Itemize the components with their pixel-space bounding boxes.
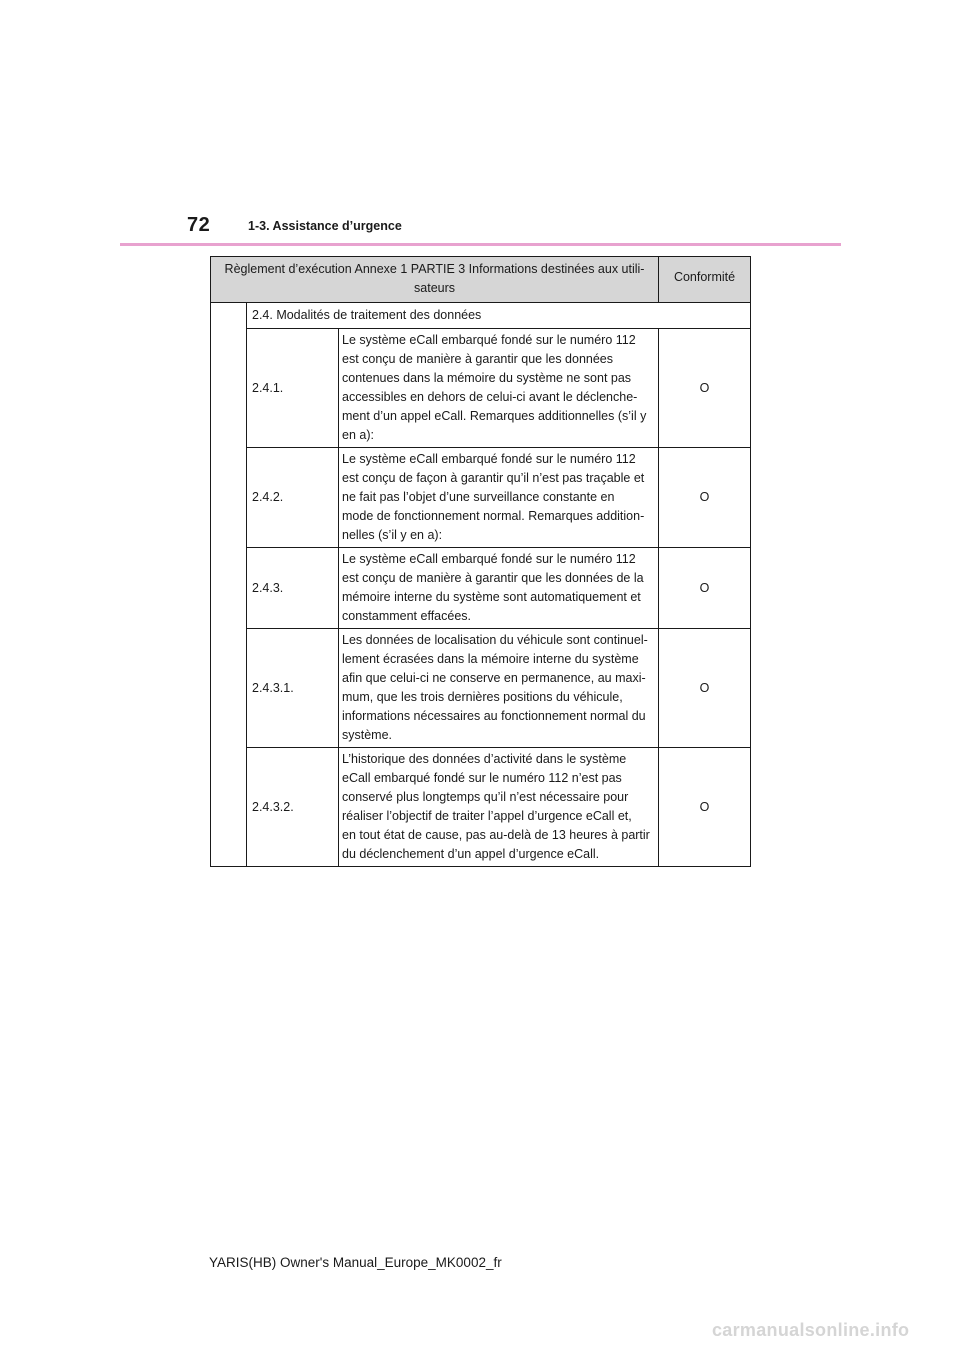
description-line: L’historique des données d’activité dans le système (342, 752, 627, 766)
description-line: contenues dans la mémoire du système ne sont pas (342, 371, 632, 385)
column-header-regulation-line1: Règlement d’exécution Annexe 1 PARTIE 3 Informations destinées aux utili- (224, 262, 645, 276)
description-line: lement écrasées dans la mémoire interne du système (342, 652, 639, 666)
description-line: nelles (s’il y en a): (342, 528, 443, 542)
section-title: 1-3. Assistance d’urgence (248, 219, 402, 233)
table-subheading-row (211, 303, 751, 329)
description-line: conservé plus longtemps qu’il n’est nécessaire pour (342, 790, 629, 804)
column-header-regulation (211, 257, 659, 303)
table-row (211, 448, 751, 548)
row-number: 2.4.3.2. (247, 748, 339, 867)
description-line: constamment effacées. (342, 609, 472, 623)
description-line: mémoire interne du système sont automatiquement et (342, 590, 641, 604)
row-description (339, 329, 659, 448)
column-header-conformity: Conformité (659, 257, 751, 303)
description-line: réaliser l’objectif de traiter l’appel d’urgence eCall et, (342, 809, 632, 823)
row-description (339, 548, 659, 629)
description-line: système. (342, 728, 393, 742)
description-line: Le système eCall embarqué fondé sur le numéro 112 (342, 333, 636, 347)
row-number: 2.4.2. (247, 448, 339, 548)
table-header-row (211, 257, 751, 303)
description-line: Le système eCall embarqué fondé sur le numéro 112 (342, 552, 636, 566)
indent-cell (211, 303, 247, 867)
description-line: eCall embarqué fondé sur le numéro 112 n’est pas (342, 771, 622, 785)
sub-heading: 2.4. Modalités de traitement des données (247, 303, 751, 329)
description-line: est conçu de façon à garantir qu’il n’est pas traçable et (342, 471, 645, 485)
description-line: mode de fonctionnement normal. Remarques addition- (342, 509, 645, 523)
header-divider (120, 243, 841, 246)
table-row (211, 629, 751, 748)
row-conformity: O (659, 548, 751, 629)
regulation-table (210, 256, 751, 867)
row-number: 2.4.1. (247, 329, 339, 448)
description-line: informations nécessaires au fonctionnement normal du (342, 709, 646, 723)
table-row (211, 329, 751, 448)
page-number: 72 (187, 214, 211, 236)
description-line: ne fait pas l’objet d’une surveillance constante en (342, 490, 615, 504)
description-line: afin que celui-ci ne conserve en permanence, au maxi- (342, 671, 646, 685)
table-row (211, 748, 751, 867)
row-description (339, 448, 659, 548)
description-line: en a): (342, 428, 374, 442)
row-number: 2.4.3. (247, 548, 339, 629)
description-line: Le système eCall embarqué fondé sur le numéro 112 (342, 452, 636, 466)
description-line: ment d’un appel eCall. Remarques additionnelles (s’il y (342, 409, 647, 423)
row-number: 2.4.3.1. (247, 629, 339, 748)
description-line: en tout état de cause, pas au-delà de 13 heures à partir (342, 828, 650, 842)
row-description (339, 748, 659, 867)
row-conformity: O (659, 629, 751, 748)
description-line: est conçu de manière à garantir que les données (342, 352, 614, 366)
description-line: est conçu de manière à garantir que les données de la (342, 571, 644, 585)
watermark-text: carmanualsonline.info (712, 1320, 910, 1340)
row-conformity: O (659, 329, 751, 448)
column-header-regulation-line2: sateurs (414, 281, 456, 295)
description-line: Les données de localisation du véhicule sont continuel- (342, 633, 648, 647)
row-conformity: O (659, 448, 751, 548)
description-line: mum, que les trois dernières positions du véhicule, (342, 690, 623, 704)
row-conformity: O (659, 748, 751, 867)
description-line: accessibles en dehors de celui-ci avant le déclenche- (342, 390, 638, 404)
row-description (339, 629, 659, 748)
table-row (211, 548, 751, 629)
description-line: du déclenchement d’un appel d’urgence eCall. (342, 847, 600, 861)
footer-text: YARIS(HB) Owner's Manual_Europe_MK0002_fr (209, 1255, 502, 1270)
